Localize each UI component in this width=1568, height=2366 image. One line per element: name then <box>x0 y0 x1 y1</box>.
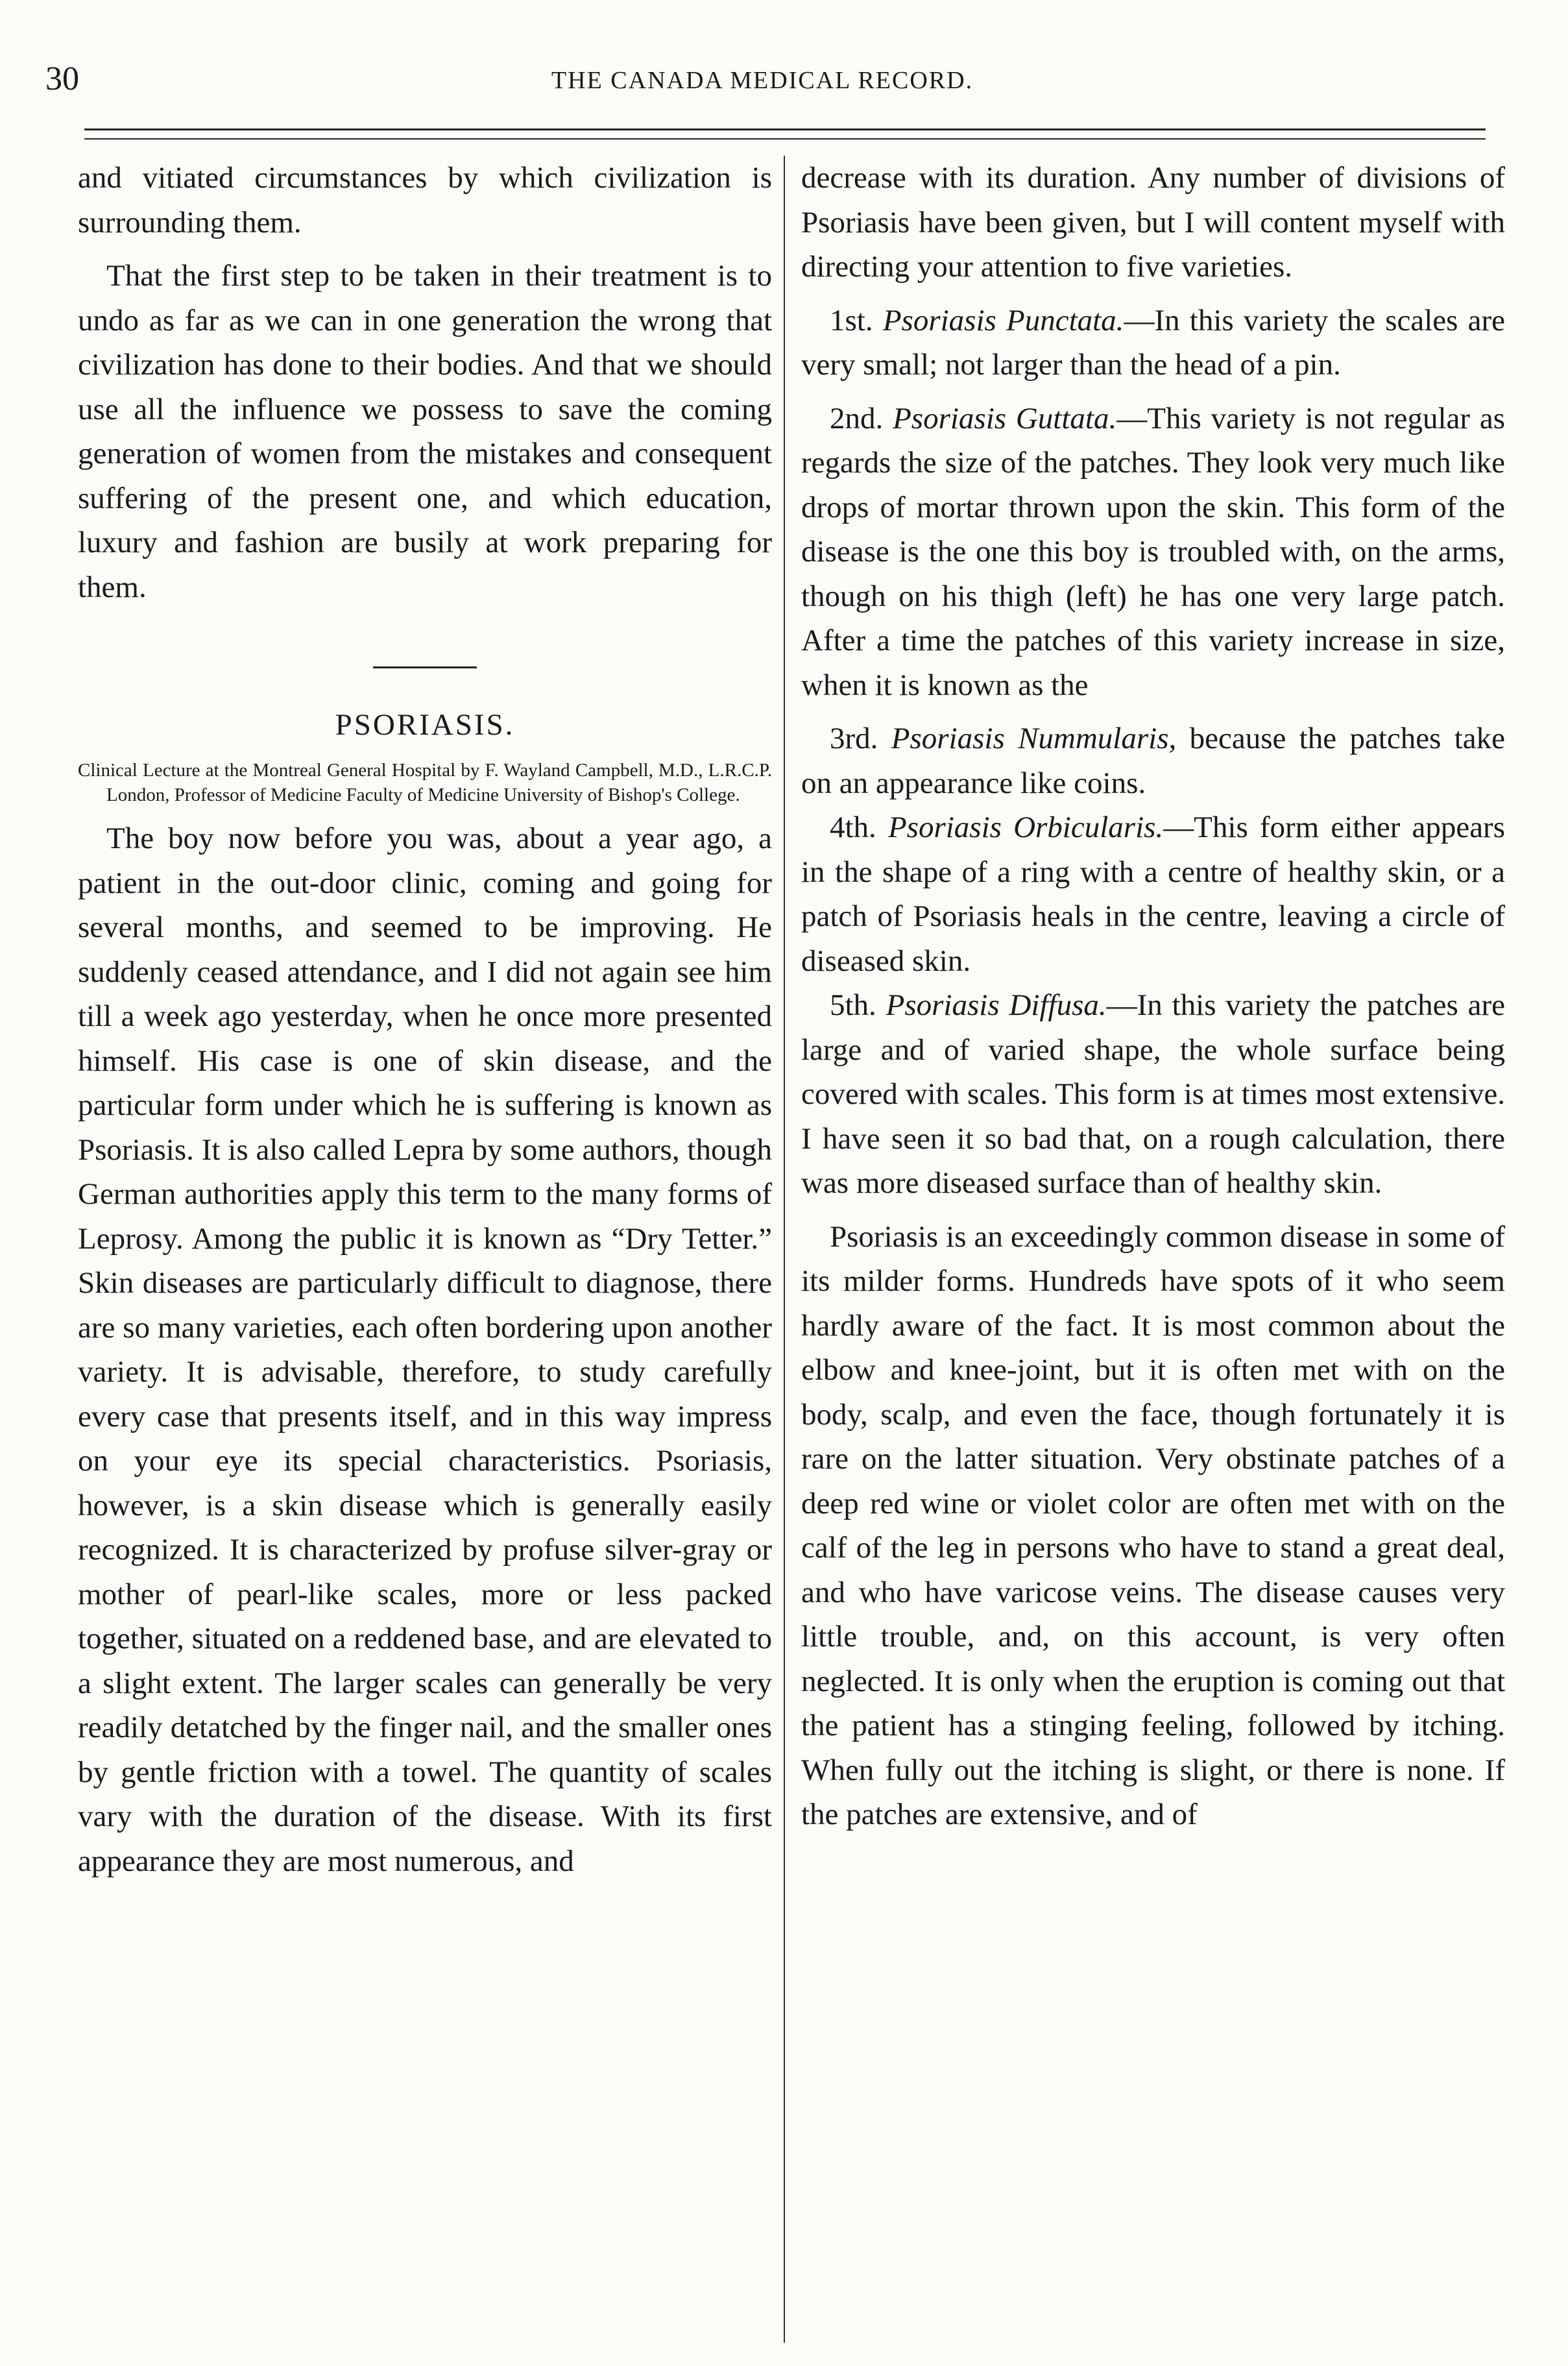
left-column <box>78 156 772 1883</box>
variety-text: —This form either appears in the shape of a ring with a centre of healthy skin, or a patch of Psoriasis heals in the centre, leaving a circle of diseased skin. <box>801 811 1505 978</box>
paragraph: That the first step to be taken in their treatment is to undo as far as we can in one generation the wrong that civilization has done to their bodies. And that we should use all the influence we possess to save the coming generation of women from the mistakes and consequent suffering of the present one, and which education, luxury and fashion are busily at work preparing for them. <box>78 259 772 604</box>
lecture-byline: Clinical Lecture at the Montreal General Hospital by F. Wayland Campbell, M.D., L.R.C.P. London, Professor of Medicine Faculty of Medicine University of Bishop's College. <box>78 760 772 805</box>
variety-text: —This variety is not regular as regards the size of the patches. They look very much like drops of mortar thrown upon the skin. This form of the disease is the one this boy is troubled with, on the arms, though on his thigh (left) he has one very large patch. After a time the patches of this variety increase in size, when it is known as the <box>801 401 1505 702</box>
column-divider <box>784 156 785 2343</box>
variety-number: 5th. <box>830 988 876 1022</box>
variety-text: —In this variety the patches are large and of varied shape, the whole surface being covered with scales. This form is at times most extensive. I have seen it so bad that, on a rough calculation, there was more diseased surface than of healthy skin. <box>801 988 1505 1200</box>
variety-text: —In this variety the scales are very small; not larger than the head of a pin. <box>801 303 1505 382</box>
variety-paragraph <box>801 805 1505 983</box>
paragraph: Psoriasis is an exceedingly common disease in some of its milder forms. Hundreds have spots of it who seem hardly aware of the fact. It is most common about the elbow and knee-joint, but it is often met with on the body, scalp, and even the face, though fortunately it is rare on the latter situation. Very obstinate patches of a deep red wine or violet color are often met with on the calf of the leg in persons who have to stand a great deal, and who have varicose veins. The disease causes very little trouble, and, on this account, is very often neglected. It is only when the eruption is coming out that the patient has a stinging feeling, followed by itching. When fully out the itching is slight, or there is none. If the patches are extensive, and of <box>801 1219 1505 1831</box>
variety-number: 4th. <box>830 811 876 844</box>
section-separator <box>373 666 477 668</box>
right-column <box>801 156 1505 1837</box>
paragraph: decrease with its duration. Any number of divisions of Psoriasis have been given, but I will content myself with directing your attention to five varieties. <box>801 161 1505 284</box>
variety-paragraph <box>801 299 1505 387</box>
variety-paragraph <box>801 983 1505 1206</box>
variety-name: Psoriasis Nummularis, <box>891 722 1177 755</box>
variety-name: Psoriasis Punctata. <box>882 303 1124 337</box>
variety-name: Psoriasis Guttata. <box>893 401 1117 435</box>
variety-number: 1st. <box>830 303 873 337</box>
variety-number: 2nd. <box>830 401 884 435</box>
variety-number: 3rd. <box>830 722 878 755</box>
page-number: 30 <box>45 60 79 97</box>
variety-paragraph <box>801 716 1505 805</box>
variety-name: Psoriasis Diffusa. <box>886 988 1107 1022</box>
paragraph: and vitiated circumstances by which civilization is surrounding them. <box>78 161 772 239</box>
variety-name: Psoriasis Orbicularis. <box>887 811 1164 844</box>
variety-paragraph <box>801 396 1505 708</box>
running-title: THE CANADA MEDICAL RECORD. <box>551 67 974 94</box>
variety-text: because the patches take on an appearance like coins. <box>801 722 1505 800</box>
paragraph: The boy now before you was, about a year ago, a patient in the out-door clinic, coming and going for several months, and seemed to be improving. He suddenly ceased attendance, and I did not again see him till a week ago yesterday, when he once more presented himself. His case is one of skin disease, and the particular form under which he is suffering is known as Psoriasis. It is also called Lepra by some authors, though German authorities apply this term to the many forms of Leprosy. Among the public it is known as “Dry Tetter.” Skin diseases are particularly difficult to diagnose, there are so many varieties, each often bordering upon another variety. It is advisable, therefore, to study carefully every case that presents itself, and in this way impress on your eye its special characteristics. Psoriasis, however, is a skin disease which is generally easily recognized. It is characterized by profuse silver-gray or mother of pearl-like scales, more or less packed together, situated on a reddened base, and are elevated to a slight extent. The larger scales can generally be very readily detatched by the finger nail, and the smaller ones by gentle friction with a towel. The quantity of scales vary with the duration of the disease. With its first appearance they are most numerous, and <box>78 822 772 1878</box>
header-rule <box>84 128 1486 140</box>
section-title: PSORIASIS. <box>335 708 515 742</box>
page-header <box>39 52 1486 110</box>
